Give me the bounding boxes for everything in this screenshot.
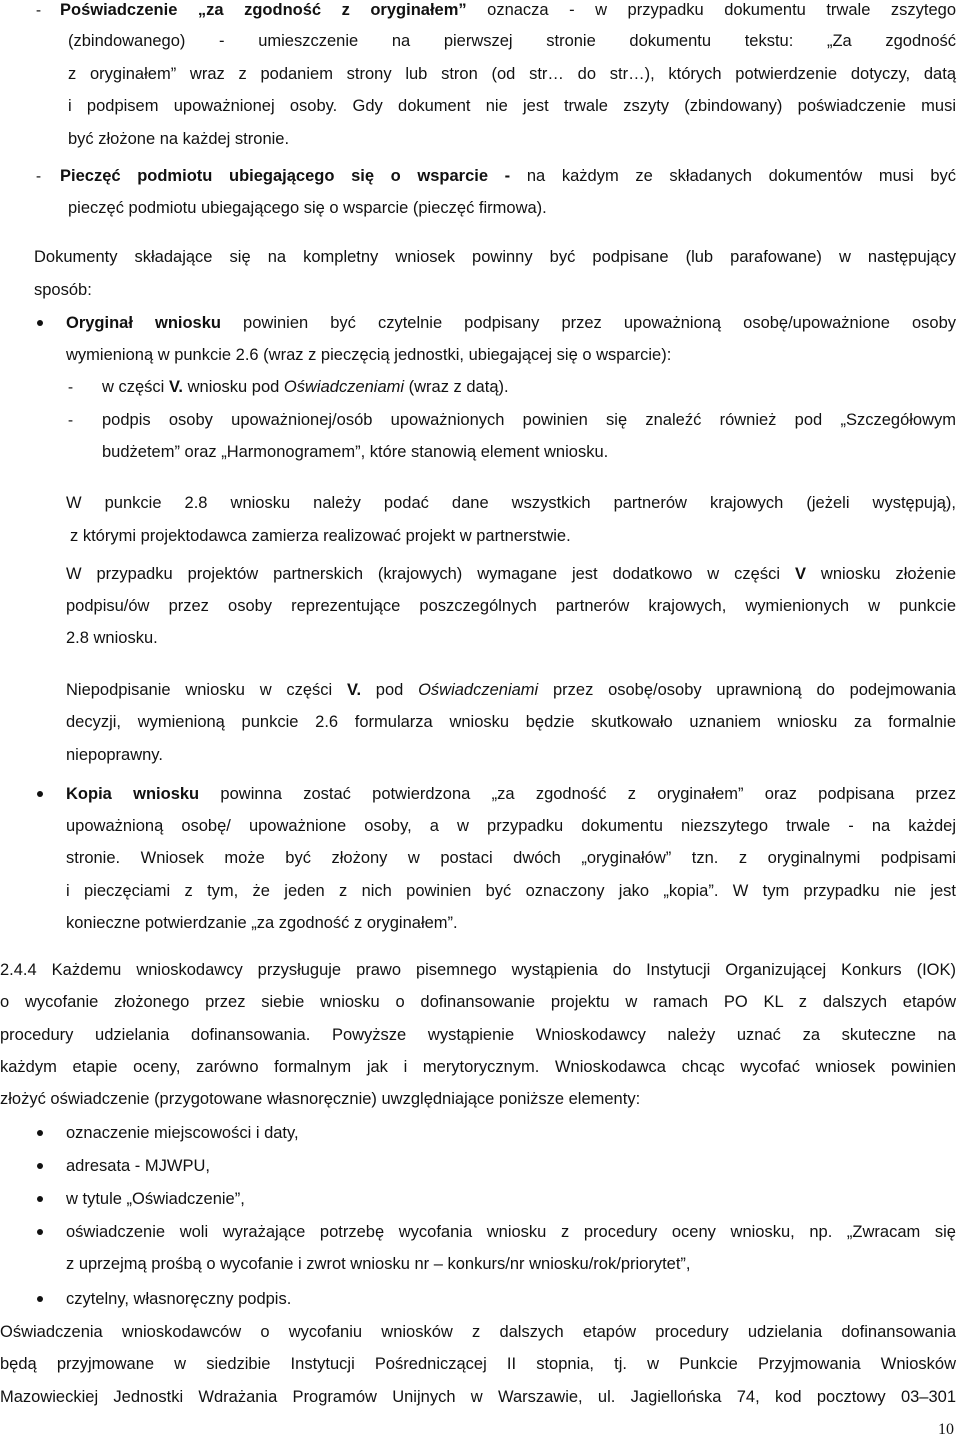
text-span: w części [102,378,169,396]
paragraph-line [102,377,509,397]
paragraph-line: sposób: [34,281,92,299]
paragraph-line: z którymi projektodawca zamierza realizować projekt w partnerstwie. [70,527,571,545]
list-item: w tytule „Oświadczenie”, [66,1190,245,1208]
paragraph-line: upoważnioną osobę/ upoważnione osoby, a w przypadku dokumentu niezszytego trwale - na każdej [66,817,956,835]
bold-term: V [794,565,806,583]
paragraph-line: decyzji, wymienioną punkcie 2.6 formularza wniosku będzie skutkowało uznaniem wniosku za formalnie [66,713,956,731]
paragraph-line: (zbindowanego) - umieszczenie na pierwszej stronie dokumentu tekstu: „Za zgodność [68,32,956,50]
paragraph-line: niepoprawny. [66,746,163,764]
paragraph-line: budżetem” oraz „Harmonogramem”, które stanowią element wniosku. [102,443,609,461]
italic-term: Oświadczeniami [283,378,405,396]
bullet-icon [37,1130,43,1136]
paragraph-line: złożyć oświadczenie (przygotowane własnoręcznie) uwzględniające poniższe elementy: [0,1090,641,1108]
paragraph-line [66,784,956,804]
list-dash: - [66,411,76,429]
text-span: oznacza - w przypadku dokumentu trwale zszytego [466,1,956,19]
list-item: adresata - MJWPU, [66,1157,210,1175]
paragraph-line: procedury udzielania dofinansowania. Powyższe wystąpienie Wnioskodawcy należy uznać za skuteczne na [0,1026,956,1044]
text-span: (wraz z datą). [404,378,509,396]
paragraph-line: 2.4.4 Każdemu wnioskodawcy przysługuje prawo pisemnego wystąpienia do Instytucji Organizującej Konkurs (IOK) [0,961,956,979]
bullet-icon [37,320,43,326]
text-span: W przypadku projektów partnerskich (krajowych) wymagane jest dodatkowo w części [66,565,795,583]
paragraph-line: pieczęć podmiotu ubiegającego się o wsparcie (pieczęć firmowa). [68,199,547,217]
bullet-icon [37,1163,43,1169]
paragraph-line: Dokumenty składające się na kompletny wniosek powinny być podpisane (lub parafowane) w następujący [34,248,956,266]
text-span: na każdym ze składanych dokumentów musi być [510,167,956,185]
paragraph-line: podpis osoby upoważnionej/osób upoważnionych powinien się znaleźć również pod „Szczegółowym [102,411,956,429]
paragraph-line: będą przyjmowane w siedzibie Instytucji Pośredniczącej II stopnia, tj. w Punkcie Przyjmowania Wniosków [0,1355,956,1373]
text-span: Niepodpisanie wniosku w części [66,681,347,699]
bold-term: Poświadczenie „za zgodność z oryginałem” [60,1,467,19]
bullet-icon [37,1229,43,1235]
paragraph-line [60,166,956,186]
paragraph-line: konieczne potwierdzanie „za zgodność z oryginałem”. [66,914,458,932]
list-item: czytelny, własnoręczny podpis. [66,1290,292,1308]
text-span: pod [361,681,419,699]
paragraph-line: o wycofanie złożonego przez siebie wniosku o dofinansowanie projektu w ramach PO KL z dalszych etapów [0,993,956,1011]
italic-term: Oświadczeniami [418,681,539,699]
bullet-icon [37,1296,43,1302]
paragraph-line: Mazowieckiej Jednostki Wdrażania Programów Unijnych w Warszawie, ul. Jagiellońska 74, kod pocztowy 03–301 [0,1388,956,1406]
bold-term: V. [346,681,362,699]
bullet-icon [37,791,43,797]
text-span: wniosku pod [183,378,284,396]
paragraph-line: i podpisem upoważnionej osoby. Gdy dokument nie jest trwale zszyty (zbindowany) poświadczenie musi [68,97,956,115]
bullet-icon [37,1196,43,1202]
list-item: oznaczenie miejscowości i daty, [66,1124,299,1142]
paragraph-line: z oryginałem” wraz z podaniem strony lub stron (od str… do str…), których potwierdzenie dotyczy, datą [68,65,956,83]
list-item: oświadczenie woli wyrażające potrzebę wycofania wniosku z procedury oceny wniosku, np. „Zwracam się [66,1223,956,1241]
paragraph-line: Oświadczenia wnioskodawców o wycofaniu wniosków z dalszych etapów procedury udzielania dofinansowania [0,1323,956,1341]
list-dash: - [34,167,44,185]
bold-term: Kopia wniosku [66,785,200,803]
list-item: z uprzejmą prośbą o wycofanie i zwrot wniosku nr – konkurs/nr wniosku/rok/priorytet”, [66,1255,691,1273]
text-span: powinien być czytelnie podpisany przez upoważnioną osobę/upoważnione osoby [221,314,956,332]
paragraph-line [66,564,956,584]
bold-term: Oryginał wniosku [66,314,221,332]
paragraph-line [60,0,956,20]
text-span: powinna zostać potwierdzona „za zgodność z oryginałem” oraz podpisana przez [199,785,956,803]
bold-term: Pieczęć podmiotu ubiegającego się o wsparcie - [60,167,511,185]
paragraph-line: stronie. Wniosek może być złożony w postaci dwóch „oryginałów” tzn. z oryginalnymi podpisami [66,849,956,867]
paragraph-line: 2.8 wniosku. [66,629,158,647]
page-number: 10 [938,1421,954,1438]
paragraph-line: każdym etapie oceny, zarówno formalnym jak i merytorycznym. Wnioskodawca chcąc wycofać wniosek powinien [0,1058,956,1076]
bold-term: V. [168,378,184,396]
paragraph-line: wymienioną w punkcie 2.6 (wraz z pieczęcią jednostki, ubiegającej się o wsparcie): [66,346,672,364]
list-dash: - [34,1,44,19]
paragraph-line: być złożone na każdej stronie. [68,130,290,148]
paragraph-line: podpisu/ów przez osoby reprezentujące poszczególnych partnerów krajowych, wymienionych w punkcie [66,597,956,615]
list-dash: - [66,378,76,396]
text-span: przez osobę/osoby uprawnioną do podejmowania [538,681,956,699]
paragraph-line [66,680,956,700]
text-span: wniosku złożenie [805,565,956,583]
paragraph-line [66,313,956,333]
paragraph-line: i pieczęciami z tym, że jeden z nich powinien być oznaczony jako „kopia”. W tym przypadku nie jest [66,882,956,900]
paragraph-line: W punkcie 2.8 wniosku należy podać dane wszystkich partnerów krajowych (jeżeli występują), [66,494,956,512]
